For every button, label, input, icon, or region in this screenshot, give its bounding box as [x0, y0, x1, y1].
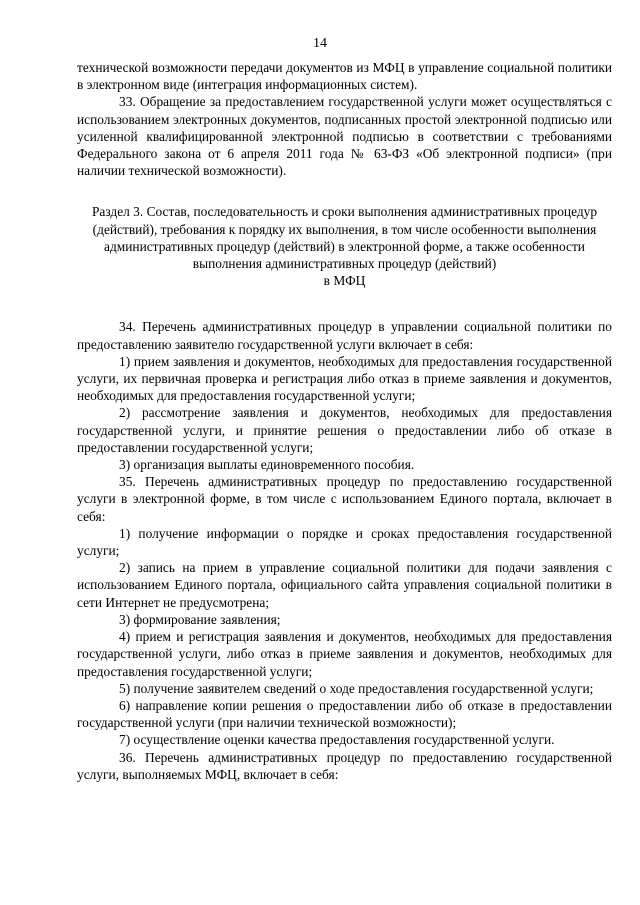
paragraph-continuation: технической возможности передачи документов из МФЦ в управление социальной политики в электронном виде (интеграция информационных систем).	[77, 60, 612, 93]
list-item-35-7: 7) осуществление оценки качества предоставления государственной услуги.	[119, 732, 555, 748]
list-item-35-3: 3) формирование заявления;	[119, 611, 281, 627]
paragraph-36: 36. Перечень административных процедур по предоставлению государственной услуги, выполняемых МФЦ, включает в себя:	[77, 749, 612, 782]
paragraph-34: 34. Перечень административных процедур в управлении социальной политики по предоставлению заявителю государственной услуги включает в себя:	[77, 319, 612, 352]
list-item-34-2: 2) рассмотрение заявления и документов, необходимых для предоставления государственной услуги, и принятие решения о предоставлении либо об отказе в предоставлении государственной услуги;	[77, 405, 612, 455]
page-number: 14	[313, 36, 327, 51]
list-item-34-1: 1) прием заявления и документов, необходимых для предоставления государственной услуги, их первичная проверка и регистрация либо отказ в приеме заявления и документов, необходимых для предоставления государственной услуги;	[77, 353, 612, 404]
list-item-35-5: 5) получение заявителем сведений о ходе предоставления государственной услуги;	[119, 680, 594, 696]
paragraph-35: 35. Перечень административных процедур по предоставлению государственной услуги в электронной форме, в том числе с использованием Единого портала, включает в себя:	[77, 474, 612, 524]
list-item-35-1: 1) получение информации о порядке и сроках предоставления государственной услуги;	[77, 525, 612, 559]
list-item-35-4: 4) прием и регистрация заявления и документов, необходимых для предоставления государственной услуги, либо отказ в приеме заявления и документов, необходимых для предоставления государственной услуги;	[77, 629, 612, 679]
section-3-heading: Раздел 3. Состав, последовательность и сроки выполнения административных процедур (действий), требования к порядку их выполнения, в том числе особенности выполнения административных процедур (действий) в электронной форме, а также особенности выполнения административных процедур (действий) в МФЦ	[91, 204, 598, 289]
list-item-35-2: 2) запись на прием в управление социальной политики для подачи заявления с использованием Единого портала, официального сайта управления социальной политики в сети Интернет не предусмотрена;	[77, 560, 612, 610]
paragraph-33: 33. Обращение за предоставлением государственной услуги может осуществляться с использованием электронных документов, подписанных простой электронной подписью или усиленной квалифицированной электронной подписью в соответствии с требованиями Федерального закона от 6 апреля 2011 года № 63-ФЗ «Об электронной подписи» (при наличии технической возможности).	[77, 94, 612, 179]
list-item-35-6: 6) направление копии решения о предоставлении либо об отказе в предоставлении государственной услуги (при наличии технической возможности);	[77, 697, 612, 731]
document-body	[77, 59, 612, 783]
list-item-34-3: 3) организация выплаты единовременного пособия.	[119, 457, 415, 473]
